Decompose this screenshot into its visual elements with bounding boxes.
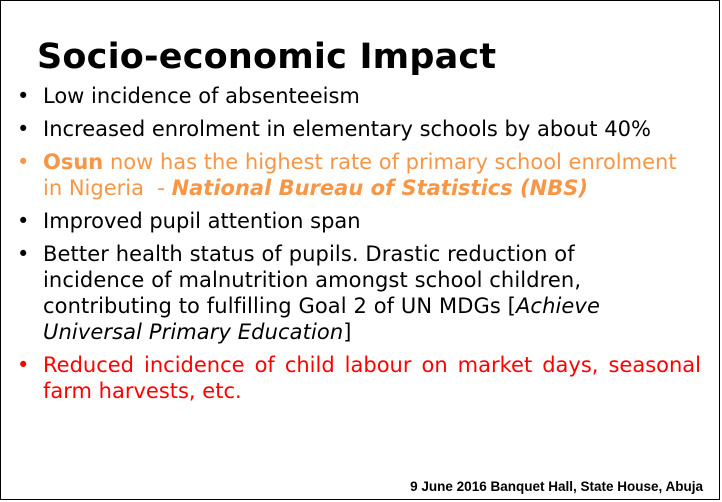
bullet-dot: •: [17, 84, 30, 108]
bullet-absenteeism: [15, 83, 701, 109]
bullet-attention: [15, 208, 701, 234]
bullet-child-labour: [15, 352, 701, 404]
bullet-text: now has the highest rate of primary school enrolment in Nigeria -: [43, 150, 684, 200]
bullet-text: Increased enrolment in elementary schools by about 40%: [43, 117, 651, 141]
osun-label: Osun: [43, 150, 104, 174]
bullet-text: Reduced incidence of child labour on market days, seasonal farm harvests, etc.: [43, 353, 701, 403]
health-line-3-text: contributing to fulfilling Goal 2 of UN MDGs [: [43, 294, 516, 318]
bullet-dot: •: [17, 209, 30, 233]
bullet-dot: •: [17, 242, 30, 266]
bullet-health: [15, 241, 701, 345]
bullet-list: [15, 83, 701, 411]
bullet-dot: •: [17, 150, 30, 174]
slide-footer: 9 June 2016 Banquet Hall, State House, Abuja: [410, 479, 703, 494]
bullet-enrolment: [15, 116, 701, 142]
health-line-4: [43, 319, 701, 345]
nbs-source: National Bureau of Statistics (NBS): [171, 176, 588, 200]
bullet-dot: •: [17, 117, 30, 141]
health-line-1: Better health status of pupils. Drastic reduction of: [43, 242, 575, 266]
health-line-4-text: ]: [343, 320, 352, 344]
health-line-3: [43, 293, 701, 319]
health-line-4-italic: Universal Primary Education: [43, 320, 344, 344]
bullet-dot: •: [17, 353, 30, 377]
bullet-text: Improved pupil attention span: [43, 209, 361, 233]
health-line-2: incidence of malnutrition amongst school children,: [43, 268, 582, 292]
bullet-text: Low incidence of absenteeism: [43, 84, 360, 108]
bullet-osun: [15, 149, 701, 201]
slide-title: Socio-economic Impact: [37, 37, 497, 77]
health-line-3-italic: Achieve: [515, 294, 600, 318]
